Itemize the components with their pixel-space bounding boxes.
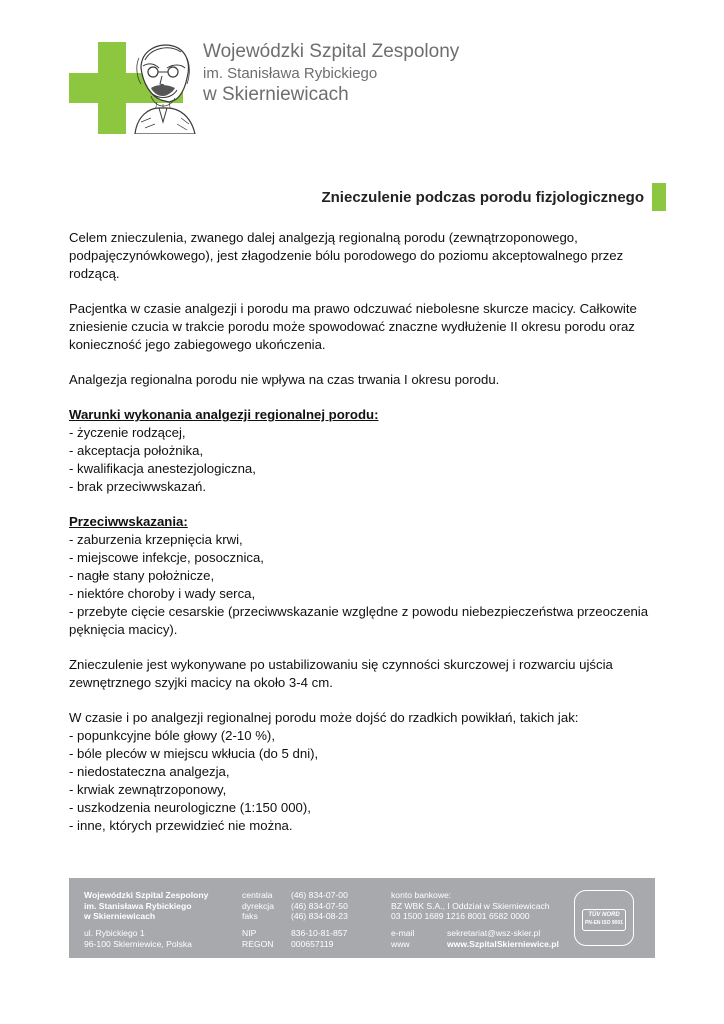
list-item: - krwiak zewnątrzoponowy, (69, 782, 227, 797)
phone-faks: (46) 834-08-23 (291, 911, 348, 921)
list-item: - życzenie rodzącej, (69, 425, 186, 440)
label-centrala: centrala (242, 890, 273, 900)
document-title-block (321, 183, 666, 211)
footer-id-values (291, 928, 347, 949)
document-title: Znieczulenie podczas porodu fizjologicznego (321, 188, 644, 206)
footer-hospital-name (84, 890, 208, 922)
value-nip: 836-10-81-857 (291, 928, 348, 938)
bank-account: 03 1500 1689 1216 8001 6582 0000 (391, 911, 530, 921)
label-faks: faks (242, 911, 258, 921)
footer-street: ul. Rybickiego 1 (84, 928, 145, 938)
label-email: e-mail (391, 928, 415, 938)
phone-dyrekcja: (46) 834-07-50 (291, 900, 348, 911)
list-item: - inne, których przewidzieć nie można. (69, 818, 293, 833)
website-link[interactable]: www.SzpitalSkierniewice.pl (447, 938, 559, 949)
hospital-name-line3: w Skierniewicach (203, 84, 349, 105)
list-item: - miejscowe infekcje, posocznica, (69, 550, 264, 565)
paragraph-timing: Znieczulenie jest wykonywane po ustabilizowaniu się czynności skurczowej i rozwarciu ujścia zewnętrznego szyjki macicy na około 3-4 cm. (69, 657, 613, 690)
title-accent-bar (652, 183, 666, 211)
hospital-logo (66, 38, 186, 134)
list-item: - niedostateczna analgezja, (69, 764, 230, 779)
list-item: - popunkcyjne bóle głowy (2-10 %), (69, 728, 275, 743)
list-item: - niektóre choroby i wady serca, (69, 586, 256, 601)
document-body (69, 229, 659, 852)
hospital-name-line1: Wojewódzki Szpital Zespolony (203, 41, 460, 62)
conditions-section (69, 406, 659, 496)
footer-name-line3: w Skierniewicach (84, 911, 156, 921)
cert-brand: TÜV NORD (588, 912, 620, 918)
label-dyrekcja: dyrekcja (242, 900, 274, 911)
paragraph-duration: Analgezja regionalna porodu nie wpływa na czas trwania I okresu porodu. (69, 372, 500, 387)
hospital-header (66, 38, 486, 138)
email-link[interactable]: sekretariat@wsz-skier.pl (447, 928, 541, 938)
list-item: - przebyte cięcie cesarskie (przeciwwskazanie względne z powodu niebezpieczeństwa przeoczenia pęknięcia macicy). (69, 604, 649, 637)
value-regon: 000657119 (291, 938, 334, 949)
footer-phone-values (291, 890, 348, 922)
list-item: - nagłe stany położnicze, (69, 568, 215, 583)
contraindications-section (69, 513, 659, 639)
footer-id-labels (242, 928, 274, 949)
footer-city: 96-100 Skierniewice, Polska (84, 938, 192, 949)
list-item: - bóle pleców w miejscu wkłucia (do 5 dni), (69, 746, 319, 761)
footer-name-line2: im. Stanisława Rybickiego (84, 900, 192, 911)
footer-contact-values (447, 928, 559, 949)
footer-contact-labels (391, 928, 414, 949)
complications-intro: W czasie i po analgezji regionalnej porodu może dojść do rzadkich powikłań, takich jak: (69, 710, 579, 725)
footer-phone-labels (242, 890, 274, 922)
hospital-name-line2: im. Stanisława Rybickiego (203, 65, 378, 82)
label-regon: REGON (242, 938, 274, 949)
bank-label: konto bankowe: (391, 890, 452, 900)
phone-centrala: (46) 834-07-00 (291, 890, 348, 900)
paragraph-patient-rights: Pacjentka w czasie analgezji i porodu ma prawo odczuwać niebolesne skurcze macicy. Całkowite zniesienie czucia w trakcie porodu może spowodować znaczne wydłużenie II okresu porodu oraz konieczność jego zabiegowego ukończenia. (69, 301, 637, 352)
list-item: - zaburzenia krzepnięcia krwi, (69, 532, 243, 547)
conditions-heading: Warunki wykonania analgezji regionalnej porodu: (69, 407, 379, 422)
certification-logo (574, 890, 634, 946)
label-nip: NIP (242, 928, 257, 938)
footer-name-line1: Wojewódzki Szpital Zespolony (84, 890, 209, 900)
list-item: - brak przeciwwskazań. (69, 479, 207, 494)
footer-bank (391, 890, 550, 922)
patron-portrait-icon (121, 38, 206, 134)
bank-name: BZ WBK S.A., I Oddział w Skierniewicach (391, 900, 550, 911)
complications-section (69, 709, 659, 835)
footer-contact-bar (69, 878, 655, 958)
tuv-badge-icon (582, 909, 626, 931)
list-item: - kwalifikacja anestezjologiczna, (69, 461, 256, 476)
list-item: - akceptacja położnika, (69, 443, 204, 458)
contraindications-heading: Przeciwwskazania: (69, 514, 188, 529)
paragraph-purpose: Celem znieczulenia, zwanego dalej analgezją regionalną porodu (zewnątrzoponowego, podpajęczynówkowego), jest złagodzenie bólu porodowego do poziomu akceptowalnego przez rodzącą. (69, 230, 624, 281)
footer-address (84, 928, 192, 949)
list-item: - uszkodzenia neurologiczne (1:150 000), (69, 800, 311, 815)
label-www: www (391, 938, 410, 949)
hospital-name (203, 40, 503, 107)
cert-standard: PN-EN ISO 9001 (584, 920, 624, 926)
